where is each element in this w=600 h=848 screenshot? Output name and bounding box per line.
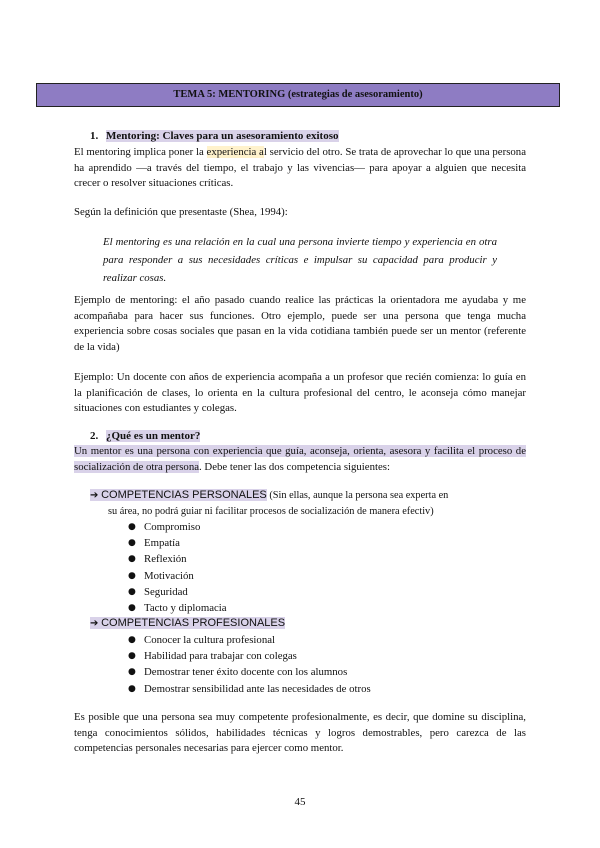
professional-competencies-label [90,617,285,629]
list-item-text: Tacto y diplomacia [144,602,227,615]
personal-competencies-note: (Sin ellas, aunque la persona sea experta en [266,490,449,501]
personal-competencies-note-continued: su área, no podrá guiar ni facilitar procesos de socialización de manera efectiv) [108,506,434,517]
section-2-paragraph-final: Es posible que una persona sea muy competente profesionalmente, es decir, que domine su disciplina, tenga conocimientos sólidos, habilidades técnicas y logros demostrables, pero carezca de las competencias personales necesarias para ejercer como mentor. [74,711,526,754]
list-item [128,600,227,616]
list-item [128,584,227,600]
arrow-right-icon: ➔ [90,618,99,629]
bullet-icon: ● [128,651,136,662]
paragraph-text: El mentoring implica poner la [74,146,207,158]
section-2-number: 2. [90,430,99,442]
section-1-paragraph-1 [74,145,526,192]
section-1-paragraph-2: Según la definición que presentaste (Shea, 1994): [74,206,288,218]
list-item-text: Reflexión [144,553,187,566]
section-2-heading [90,429,200,443]
list-item [128,519,227,535]
personal-competencies-list [128,519,227,616]
professional-competencies-heading [90,615,500,632]
list-item [128,664,371,680]
page-number: 45 [294,796,306,808]
list-item [128,632,371,648]
section-1-heading [90,129,339,143]
section-1-paragraph-4: Ejemplo: Un docente con años de experiencia acompaña a un profesor que recién comienza: lo guía en la planificación de clases, lo orienta en la cultura profesional del centro, le aconseja cómo manejar situaciones con estudiantes y colegas. [74,371,526,414]
list-item [128,551,227,567]
chapter-title: TEMA 5: MENTORING (estrategias de asesoramiento) [36,83,560,107]
list-item [128,568,227,584]
competency-label-text: COMPETENCIAS PERSONALES [101,489,267,501]
list-item [128,681,371,697]
arrow-right-icon: ➔ [90,490,99,501]
section-1-paragraph-3: Ejemplo de mentoring: el año pasado cuando realice las prácticas la orientadora me ayudaba y me acompañaba para hacer sus funciones. Otro ejemplo, puede ser una persona que tenga mucha experiencia sobre cosas sociales que pasan en la vida cotidiana también puede ser un mentor (referente de la vida) [74,294,526,353]
section-1-number: 1. [90,130,99,142]
bullet-icon: ● [128,586,136,597]
competency-label-text: COMPETENCIAS PROFESIONALES [101,617,286,629]
bullet-icon: ● [128,667,136,678]
bullet-icon: ● [128,522,136,532]
bullet-icon: ● [128,570,136,581]
list-item-text: Seguridad [144,585,188,598]
bullet-icon: ● [128,538,136,549]
personal-competencies-label [90,489,267,501]
definition-quote: El mentoring es una relación en la cual una persona invierte tiempo y experiencia en otra para responder a sus necesidades críticas e impulsar su capacidad para producir y realizar cosas. [103,236,497,285]
list-item-text: Motivación [144,569,194,582]
list-item [128,648,371,664]
list-item-text: Demostrar tener éxito docente con los alumnos [144,666,348,679]
list-item-text: Compromiso [144,521,201,533]
personal-competencies-heading [90,487,500,520]
professional-competencies-list [128,632,371,697]
list-item [128,535,227,551]
bullet-icon: ● [128,635,136,645]
section-2-paragraph-1 [74,444,526,475]
highlighted-text: experiencia a [206,146,264,158]
highlighted-text: Un mentor es una persona con experiencia que guía, aconseja, orienta, asesora y facilita el proceso de socialización de otra persona [74,445,526,473]
paragraph-text: . Debe tener las dos competencia siguientes: [199,460,390,473]
section-1-title: Mentoring: Claves para un asesoramiento exitoso [106,130,339,142]
bullet-icon: ● [128,603,136,614]
list-item-text: Demostrar sensibilidad ante las necesidades de otros [144,682,371,695]
list-item-text: Conocer la cultura profesional [144,634,276,646]
section-2-title: ¿Qué es un mentor? [106,430,201,442]
bullet-icon: ● [128,683,136,694]
list-item-text: Habilidad para trabajar con colegas [144,650,297,663]
list-item-text: Empatía [144,537,180,550]
paragraph-text: l servicio del otro. Se trata de aprovechar lo que una persona ha aprendido —a través del tiempo, el trabajo y las vivencias— para apoyar a alguien que necesita crecer o resolver situaciones críticas. [74,146,526,189]
bullet-icon: ● [128,554,136,565]
